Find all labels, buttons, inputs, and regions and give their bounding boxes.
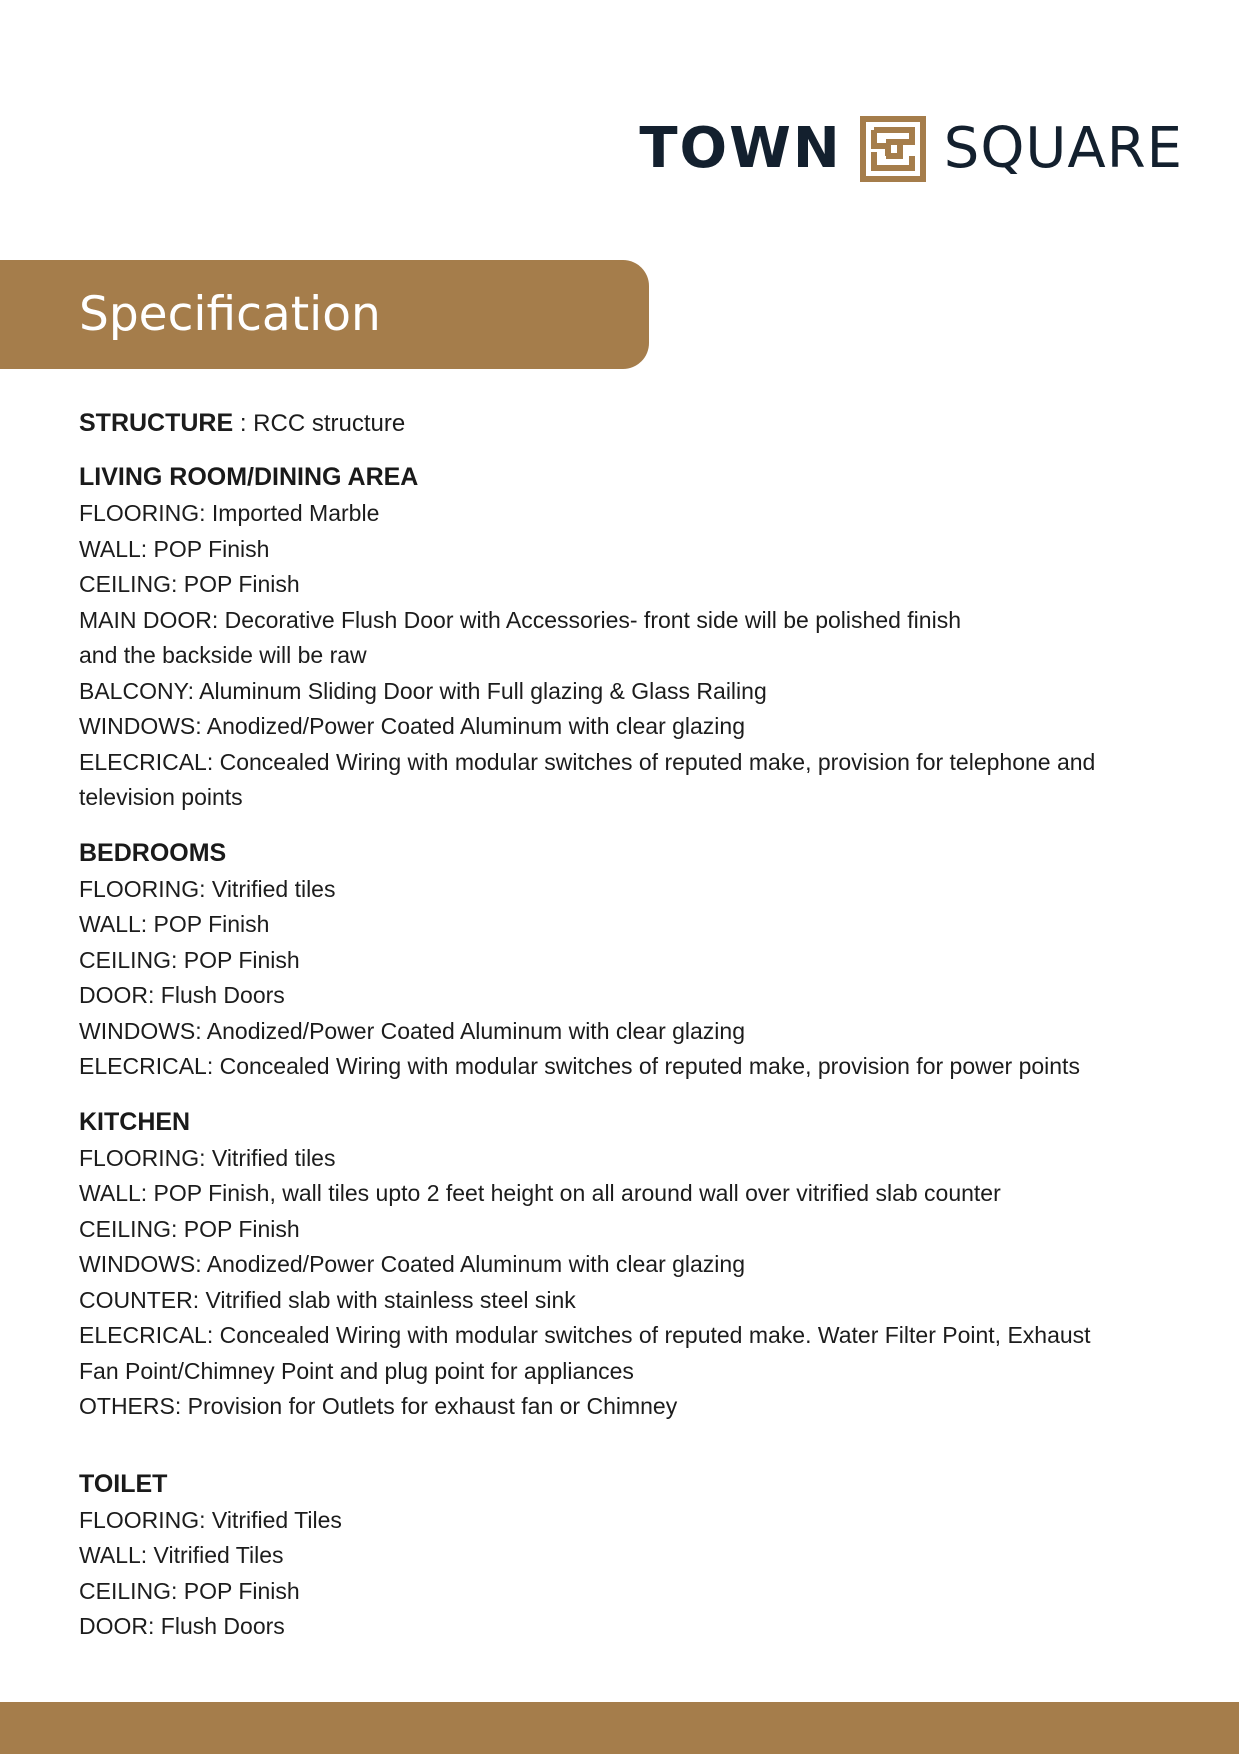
structure-value: : RCC structure [233, 410, 406, 437]
specification-content [79, 403, 1179, 1663]
section-heading: KITCHEN [79, 1107, 191, 1136]
spec-line: ELECRICAL: Concealed Wiring with modular switches of reputed make, provision for power points [79, 1053, 1080, 1079]
section-heading: LIVING ROOM/DINING AREA [79, 463, 419, 491]
spec-line: WALL: POP Finish [79, 535, 270, 562]
spec-line: WALL: POP Finish [79, 911, 270, 937]
page-title: Specification [79, 287, 381, 342]
spec-line: WINDOWS: Anodized/Power Coated Aluminum with clear glazing [79, 1017, 746, 1044]
spec-line: ELECRICAL: Concealed Wiring with modular switches of reputed make, provision for telephone and television points [79, 748, 1096, 810]
spec-line: MAIN DOOR: Decorative Flush Door with Accessories- front side will be polished finish and the backside will be raw [79, 606, 961, 668]
structure-label: STRUCTURE [79, 409, 234, 437]
spec-line: FLOORING: Vitrified tiles [79, 875, 336, 902]
structure-line [79, 403, 1179, 444]
spec-line: CEILING: POP Finish [79, 571, 300, 597]
footer-bar [0, 1702, 1239, 1754]
spec-line: FLOORING: Vitrified Tiles [79, 1506, 342, 1533]
maze-square-icon [860, 116, 926, 182]
brand-logo [639, 112, 1183, 186]
spec-line: OTHERS: Provision for Outlets for exhaust fan or Chimney [79, 1393, 678, 1419]
spec-section [79, 458, 1179, 816]
spec-line: DOOR: Flush Doors [79, 982, 285, 1008]
spec-line: ELECRICAL: Concealed Wiring with modular switches of reputed make. Water Filter Point, Exhaust Fan Point/Chimney Point and plug point for appliances [79, 1322, 1091, 1384]
spec-section [79, 834, 1179, 1085]
spec-line: WINDOWS: Anodized/Power Coated Aluminum with clear glazing [79, 1251, 746, 1277]
section-banner [0, 260, 649, 369]
spec-line: BALCONY: Aluminum Sliding Door with Full glazing & Glass Railing [79, 677, 767, 704]
spec-line: WALL: POP Finish, wall tiles upto 2 feet height on all around wall over vitrified slab counter [79, 1180, 1001, 1206]
spec-line: WINDOWS: Anodized/Power Coated Aluminum with clear glazing [79, 713, 746, 739]
section-heading: BEDROOMS [79, 838, 227, 867]
logo-word-town: TOWN [639, 116, 842, 181]
spec-line: COUNTER: Vitrified slab with stainless steel sink [79, 1286, 576, 1313]
section-heading: TOILET [79, 1469, 168, 1498]
spec-sections [79, 458, 1179, 1645]
spec-line: FLOORING: Imported Marble [79, 500, 380, 526]
spec-line: WALL: Vitrified Tiles [79, 1542, 284, 1568]
spec-section [79, 1103, 1179, 1425]
spec-line: FLOORING: Vitrified tiles [79, 1144, 336, 1171]
spec-line: CEILING: POP Finish [79, 946, 300, 973]
spec-line: CEILING: POP Finish [79, 1215, 300, 1242]
spec-line: CEILING: POP Finish [79, 1577, 300, 1604]
logo-word-square: SQUARE [943, 116, 1183, 181]
spec-section [79, 1465, 1179, 1645]
spec-line: DOOR: Flush Doors [79, 1613, 285, 1639]
